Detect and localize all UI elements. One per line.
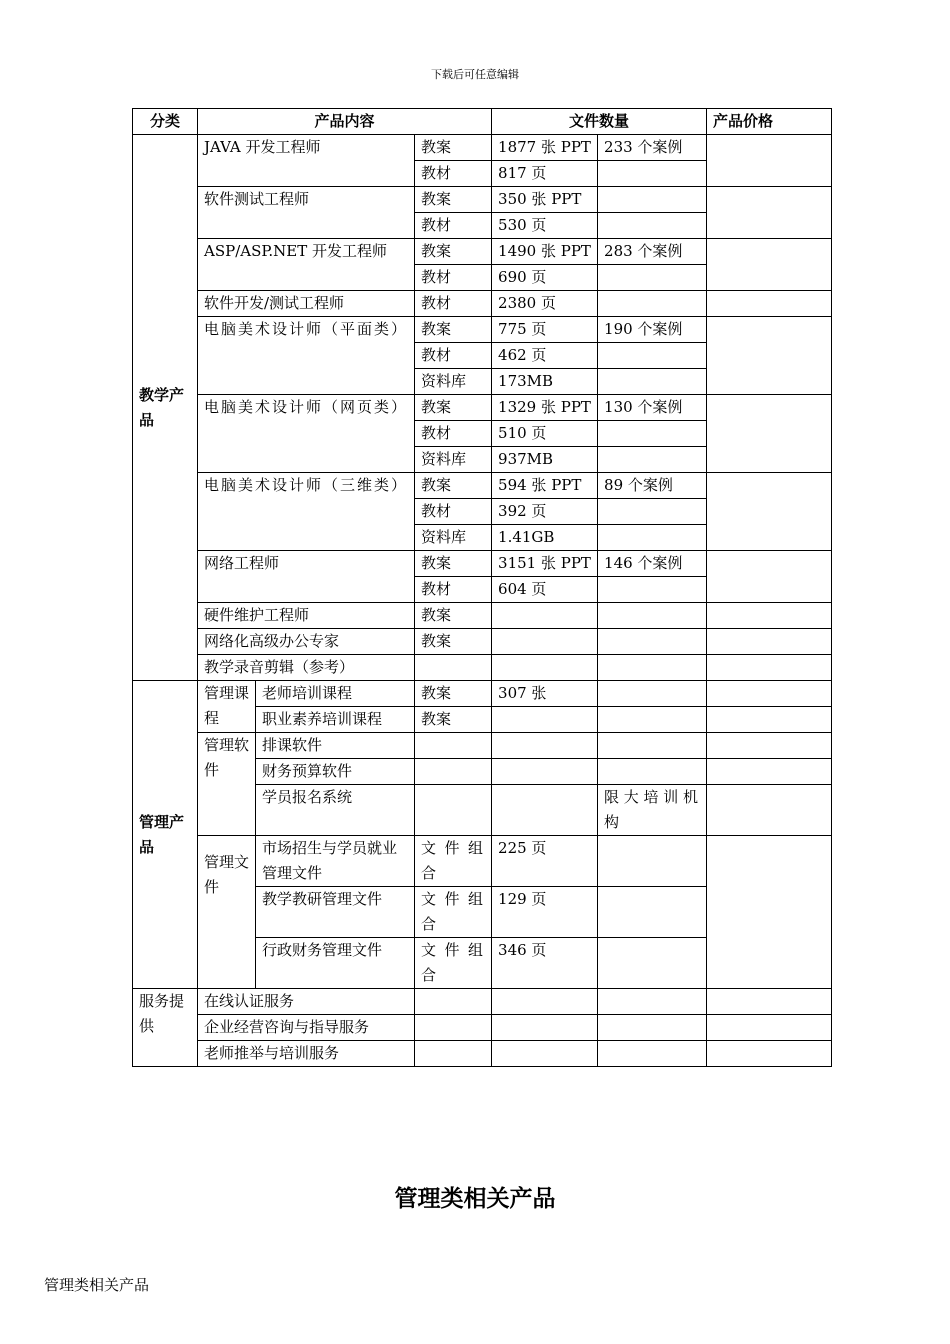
header-note: 下载后可任意编辑 xyxy=(431,68,519,81)
price-cell xyxy=(707,733,832,759)
doc-type xyxy=(415,733,492,759)
table-row xyxy=(133,135,832,161)
doc-quantity: 1329 张 PPT xyxy=(492,395,598,421)
doc-quantity xyxy=(492,629,598,655)
product-name: 网络工程师 xyxy=(198,551,415,603)
table-row xyxy=(133,655,832,681)
doc-quantity xyxy=(492,733,598,759)
doc-type: 教材 xyxy=(415,291,492,317)
table-row xyxy=(133,317,832,343)
doc-extra: 283 个案例 xyxy=(598,239,707,265)
doc-extra xyxy=(598,291,707,317)
table-row xyxy=(133,187,832,213)
doc-type: 教案 xyxy=(415,187,492,213)
product-table xyxy=(132,108,832,1067)
doc-type: 教材 xyxy=(415,343,492,369)
doc-extra xyxy=(598,187,707,213)
doc-extra xyxy=(598,447,707,473)
footer-note: 管理类相关产品 xyxy=(44,1276,150,1294)
table-row xyxy=(133,1015,832,1041)
doc-type: 教案 xyxy=(415,395,492,421)
price-cell xyxy=(707,785,832,836)
doc-quantity: 510 页 xyxy=(492,421,598,447)
doc-quantity: 392 页 xyxy=(492,499,598,525)
doc-extra: 146 个案例 xyxy=(598,551,707,577)
doc-type: 教材 xyxy=(415,577,492,603)
doc-type: 教材 xyxy=(415,499,492,525)
product-name: ASP/ASP.NET 开发工程师 xyxy=(198,239,415,291)
doc-extra xyxy=(598,577,707,603)
doc-quantity xyxy=(492,1015,598,1041)
doc-type: 教案 xyxy=(415,681,492,707)
doc-quantity: 350 张 PPT xyxy=(492,187,598,213)
doc-quantity: 307 张 xyxy=(492,681,598,707)
product-name: 职业素养培训课程 xyxy=(256,707,415,733)
doc-extra xyxy=(598,213,707,239)
table-row xyxy=(133,551,832,577)
doc-quantity: 1877 张 PPT xyxy=(492,135,598,161)
price-cell xyxy=(707,989,832,1015)
doc-extra xyxy=(598,265,707,291)
service-name: 老师推举与培训服务 xyxy=(198,1041,415,1067)
product-table-body xyxy=(133,109,832,1067)
doc-quantity: 346 页 xyxy=(492,938,598,989)
doc-quantity: 594 张 PPT xyxy=(492,473,598,499)
product-name: 硬件维护工程师 xyxy=(198,603,415,629)
doc-extra xyxy=(598,369,707,395)
doc-quantity: 690 页 xyxy=(492,265,598,291)
doc-quantity: 775 页 xyxy=(492,317,598,343)
doc-quantity: 817 页 xyxy=(492,161,598,187)
header-price: 产品价格 xyxy=(707,109,832,135)
doc-extra xyxy=(598,733,707,759)
price-cell xyxy=(707,1041,832,1067)
table-row xyxy=(133,239,832,265)
price-cell xyxy=(707,551,832,603)
doc-type: 文件组合 xyxy=(415,938,492,989)
doc-type: 教案 xyxy=(415,135,492,161)
product-name: 学员报名系统 xyxy=(256,785,415,836)
doc-type: 资料库 xyxy=(415,447,492,473)
doc-extra: 190 个案例 xyxy=(598,317,707,343)
doc-type: 教案 xyxy=(415,317,492,343)
doc-quantity xyxy=(492,759,598,785)
doc-extra xyxy=(598,836,707,887)
doc-type xyxy=(415,1015,492,1041)
doc-extra: 限大培训机构 xyxy=(598,785,707,836)
doc-quantity xyxy=(492,603,598,629)
header-count: 文件数量 xyxy=(492,109,707,135)
doc-extra xyxy=(598,1041,707,1067)
price-cell xyxy=(707,629,832,655)
table-row xyxy=(133,1041,832,1067)
doc-extra xyxy=(598,655,707,681)
doc-type: 教材 xyxy=(415,265,492,291)
category-teaching: 教学产品 xyxy=(133,135,198,681)
header-content: 产品内容 xyxy=(198,109,492,135)
doc-type: 教材 xyxy=(415,161,492,187)
doc-extra xyxy=(598,343,707,369)
doc-type: 教案 xyxy=(415,603,492,629)
doc-extra xyxy=(598,681,707,707)
doc-quantity: 225 页 xyxy=(492,836,598,887)
doc-type xyxy=(415,759,492,785)
product-name: JAVA 开发工程师 xyxy=(198,135,415,187)
category-management: 管理产品 xyxy=(133,681,198,989)
doc-extra: 233 个案例 xyxy=(598,135,707,161)
table-row xyxy=(133,603,832,629)
doc-type xyxy=(415,989,492,1015)
doc-type xyxy=(415,1041,492,1067)
doc-type: 文件组合 xyxy=(415,887,492,938)
doc-type: 资料库 xyxy=(415,525,492,551)
table-row xyxy=(133,395,832,421)
product-name: 财务预算软件 xyxy=(256,759,415,785)
group-label: 管理文件 xyxy=(198,836,256,989)
doc-extra xyxy=(598,938,707,989)
header-category: 分类 xyxy=(133,109,198,135)
section-title: 管理类相关产品 xyxy=(394,1186,556,1212)
price-cell xyxy=(707,239,832,291)
doc-quantity xyxy=(492,707,598,733)
doc-extra xyxy=(598,525,707,551)
product-name: 电脑美术设计师（三维类） xyxy=(198,473,415,551)
doc-type: 教案 xyxy=(415,629,492,655)
doc-quantity xyxy=(492,989,598,1015)
price-cell xyxy=(707,291,832,317)
doc-type: 教材 xyxy=(415,213,492,239)
doc-quantity: 129 页 xyxy=(492,887,598,938)
doc-extra xyxy=(598,161,707,187)
doc-quantity: 1.41GB xyxy=(492,525,598,551)
doc-type xyxy=(415,655,492,681)
price-cell xyxy=(707,655,832,681)
doc-quantity: 2380 页 xyxy=(492,291,598,317)
doc-type: 教案 xyxy=(415,239,492,265)
doc-extra: 89 个案例 xyxy=(598,473,707,499)
doc-type: 教材 xyxy=(415,421,492,447)
product-name: 排课软件 xyxy=(256,733,415,759)
price-cell xyxy=(707,836,832,989)
product-name: 软件开发/测试工程师 xyxy=(198,291,415,317)
price-cell xyxy=(707,1015,832,1041)
doc-extra xyxy=(598,421,707,447)
category-services: 服务提供 xyxy=(133,989,198,1067)
product-name: 教学录音剪辑（参考） xyxy=(198,655,415,681)
table-row xyxy=(133,681,832,707)
doc-quantity xyxy=(492,785,598,836)
group-label: 管理软件 xyxy=(198,733,256,836)
doc-extra xyxy=(598,989,707,1015)
table-row xyxy=(133,473,832,499)
doc-type: 教案 xyxy=(415,473,492,499)
doc-extra xyxy=(598,629,707,655)
doc-type: 教案 xyxy=(415,551,492,577)
price-cell xyxy=(707,187,832,239)
doc-type: 文件组合 xyxy=(415,836,492,887)
product-name: 市场招生与学员就业管理文件 xyxy=(256,836,415,887)
table-row xyxy=(133,836,832,887)
doc-quantity: 530 页 xyxy=(492,213,598,239)
price-cell xyxy=(707,681,832,707)
doc-extra xyxy=(598,707,707,733)
price-cell xyxy=(707,317,832,395)
product-name: 行政财务管理文件 xyxy=(256,938,415,989)
price-cell xyxy=(707,707,832,733)
product-name: 老师培训课程 xyxy=(256,681,415,707)
product-name: 网络化高级办公专家 xyxy=(198,629,415,655)
group-label: 管理课程 xyxy=(198,681,256,733)
price-cell xyxy=(707,395,832,473)
table-row xyxy=(133,109,832,135)
service-name: 企业经营咨询与指导服务 xyxy=(198,1015,415,1041)
doc-extra: 130 个案例 xyxy=(598,395,707,421)
table-row xyxy=(133,629,832,655)
doc-type: 资料库 xyxy=(415,369,492,395)
product-name: 电脑美术设计师（平面类） xyxy=(198,317,415,395)
table-row xyxy=(133,989,832,1015)
doc-quantity xyxy=(492,655,598,681)
product-name: 教学教研管理文件 xyxy=(256,887,415,938)
doc-type xyxy=(415,785,492,836)
doc-quantity xyxy=(492,1041,598,1067)
service-name: 在线认证服务 xyxy=(198,989,415,1015)
doc-extra xyxy=(598,603,707,629)
doc-type: 教案 xyxy=(415,707,492,733)
product-name: 软件测试工程师 xyxy=(198,187,415,239)
doc-quantity: 1490 张 PPT xyxy=(492,239,598,265)
table-row xyxy=(133,733,832,759)
doc-extra xyxy=(598,759,707,785)
price-cell xyxy=(707,603,832,629)
doc-quantity: 937MB xyxy=(492,447,598,473)
doc-extra xyxy=(598,499,707,525)
table-row xyxy=(133,291,832,317)
doc-quantity: 462 页 xyxy=(492,343,598,369)
doc-extra xyxy=(598,887,707,938)
price-cell xyxy=(707,473,832,551)
price-cell xyxy=(707,759,832,785)
doc-extra xyxy=(598,1015,707,1041)
doc-quantity: 173MB xyxy=(492,369,598,395)
price-cell xyxy=(707,135,832,187)
doc-quantity: 3151 张 PPT xyxy=(492,551,598,577)
product-name: 电脑美术设计师（网页类） xyxy=(198,395,415,473)
doc-quantity: 604 页 xyxy=(492,577,598,603)
